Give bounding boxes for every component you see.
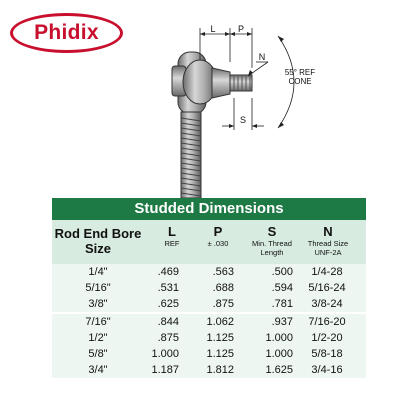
stud-drawing-svg [160,22,320,202]
header-l-sub: REF [164,239,180,248]
header-n-sub: Thread Size UNF-2A [307,239,349,257]
cell-n: 5/16-24 [308,282,346,294]
cell-p: 1.062 [206,316,234,328]
cone-label-line2: CONE [288,77,312,86]
header-p-main: P [213,224,223,239]
phidix-logo [10,13,123,53]
cell-n: 1/4-28 [311,266,343,278]
cell-p: .875 [212,298,234,310]
cell-p: 1.812 [206,364,234,376]
cell-p: .563 [212,266,234,278]
header-l [158,224,186,248]
cell-s: 1.000 [265,348,293,360]
housing-body [172,52,252,114]
stud-drawing [160,22,320,202]
cell-n: 5/8-18 [311,348,343,360]
cone-label-line1: 55° REF [284,68,316,77]
dimension-label-s: S [239,115,247,125]
cell-bore-size: 5/16" [85,282,111,294]
cell-s: .500 [271,266,293,278]
row-group-2 [52,312,366,378]
cell-s: 1.625 [265,364,293,376]
cell-bore-size: 5/8" [88,348,108,360]
cell-bore-size: 1/2" [88,332,108,344]
table-row [52,296,366,312]
cell-p: 1.125 [206,332,234,344]
cell-n: 1/2-20 [311,332,343,344]
row-group-1 [52,264,366,312]
threaded-shank [181,112,201,198]
header-l-main: L [168,224,176,239]
cell-l: .625 [157,298,179,310]
header-n-main: N [323,224,333,239]
header-p [198,224,238,248]
dimension-label-p: P [237,24,245,34]
cell-bore-size: 1/4" [88,266,108,278]
cell-l: .844 [157,316,179,328]
cell-p: 1.125 [206,348,234,360]
table-title: Studded Dimensions [52,198,366,220]
cell-bore-size: 3/8" [88,298,108,310]
dimension-label-n: N [258,52,266,62]
dimensions-table [52,198,366,398]
table-row [52,346,366,362]
cell-l: .875 [157,332,179,344]
logo-text: Phidix [34,21,99,44]
header-bore-size: Rod End Bore Size [54,226,142,256]
cell-l: 1.000 [151,348,179,360]
cell-l: .469 [157,266,179,278]
header-p-sub: ± .030 [207,239,229,248]
cell-s: 1.000 [265,332,293,344]
cell-p: .688 [212,282,234,294]
table-row [52,362,366,378]
header-s-main: S [267,224,277,239]
table-row [52,264,366,280]
cell-s: .594 [271,282,293,294]
table-row [52,280,366,296]
cell-n: 7/16-20 [308,316,346,328]
header-n [304,224,352,257]
cell-s: .937 [271,316,293,328]
table-header-row [52,220,366,264]
cell-s: .781 [271,298,293,310]
cell-l: 1.187 [151,364,179,376]
cell-bore-size: 3/4" [88,364,108,376]
cell-bore-size: 7/16" [85,316,111,328]
header-s-sub: Min. Thread Length [252,239,292,257]
header-s [248,224,296,257]
cell-l: .531 [157,282,179,294]
cell-n: 3/4-16 [311,364,343,376]
table-row [52,330,366,346]
cell-n: 3/8-24 [311,298,343,310]
dimension-label-l: L [210,24,216,34]
table-row [52,314,366,330]
